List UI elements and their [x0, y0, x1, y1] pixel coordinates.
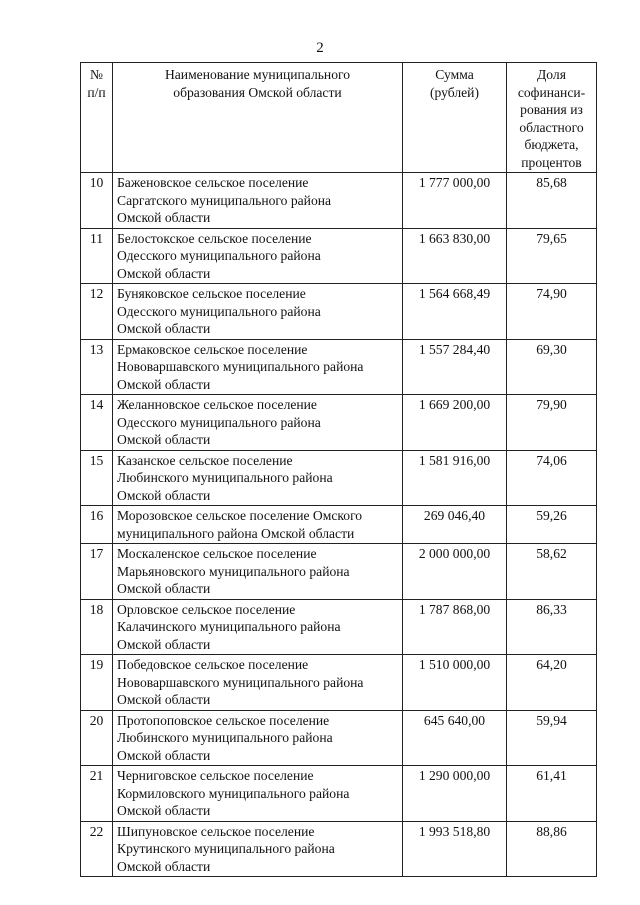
table-row	[81, 599, 597, 655]
page-number: 2	[316, 40, 324, 56]
municipality-name	[113, 655, 403, 711]
municipality-name-line: Одесского муниципального района	[117, 303, 321, 319]
municipality-name-line: Саргатского муниципального района	[117, 192, 332, 208]
municipality-name	[113, 821, 403, 877]
header-sum-line: (рублей)	[430, 84, 479, 100]
table-body	[81, 173, 597, 877]
row-number: 21	[81, 766, 113, 822]
row-number: 22	[81, 821, 113, 877]
municipality-name-line: Омской области	[117, 376, 211, 392]
municipality-name-line: Орловское сельское поселение	[117, 601, 296, 617]
municipality-name-line: Победовское сельское поселение	[117, 657, 309, 672]
table-row	[81, 395, 597, 451]
cofinancing-share: 86,33	[507, 599, 597, 655]
cofinancing-share: 74,90	[507, 284, 597, 340]
municipality-name-line: Марьяновского муниципального района	[117, 563, 350, 579]
municipality-name-line: Омской области	[117, 321, 211, 336]
cofinancing-share: 74,06	[507, 450, 597, 506]
amount-rubles: 1 581 916,00	[403, 450, 507, 506]
table-header-row	[81, 63, 597, 173]
row-number: 12	[81, 284, 113, 340]
amount-rubles: 645 640,00	[403, 710, 507, 766]
cofinancing-share: 69,30	[507, 339, 597, 395]
row-number: 10	[81, 173, 113, 229]
municipality-name-line: Одесского муниципального района	[117, 248, 321, 263]
amount-rubles: 1 669 200,00	[403, 395, 507, 451]
row-number: 20	[81, 710, 113, 766]
row-number: 13	[81, 339, 113, 395]
amount-rubles: 1 290 000,00	[403, 766, 507, 822]
municipality-name-line: Омской области	[117, 747, 211, 763]
municipality-name-line: Любинского муниципального района	[117, 730, 333, 745]
cofinancing-share: 85,68	[507, 173, 597, 229]
municipality-name-line: Омской области	[117, 581, 211, 596]
municipality-name	[113, 228, 403, 284]
cofinancing-share: 88,86	[507, 821, 597, 877]
table-row	[81, 655, 597, 711]
header-share-line: софинанси-	[517, 84, 586, 100]
row-number: 15	[81, 450, 113, 506]
municipality-name-line: Буняковское сельское поселение	[117, 286, 306, 301]
municipality-name-line: Омской области	[117, 265, 211, 281]
municipality-name-line: Омской области	[117, 803, 211, 818]
table-row	[81, 173, 597, 229]
municipality-name-line: Москаленское сельское поселение	[117, 546, 317, 561]
table-row	[81, 544, 597, 600]
municipality-name-line: Омской области	[117, 636, 211, 652]
row-number: 11	[81, 228, 113, 284]
municipality-name-line: Любинского муниципального района	[117, 470, 333, 485]
amount-rubles: 1 993 518,80	[403, 821, 507, 877]
header-share-line: областного	[519, 119, 584, 135]
cofinancing-share: 79,90	[507, 395, 597, 451]
municipality-name-line: Одесского муниципального района	[117, 414, 321, 430]
header-share-line: Доля	[537, 67, 566, 82]
cofinancing-share: 59,94	[507, 710, 597, 766]
amount-rubles: 1 557 284,40	[403, 339, 507, 395]
header-share-line: рования из	[520, 102, 583, 117]
municipality-name-line: Омской области	[117, 858, 211, 874]
municipality-name	[113, 766, 403, 822]
table-row	[81, 766, 597, 822]
municipality-name-line: Черниговское сельское поселение	[117, 768, 314, 783]
municipality-name	[113, 544, 403, 600]
cofinancing-share: 64,20	[507, 655, 597, 711]
municipality-name	[113, 339, 403, 395]
amount-rubles: 269 046,40	[403, 506, 507, 544]
municipality-name	[113, 450, 403, 506]
header-sum	[403, 63, 507, 173]
municipality-name-line: Белостокское сельское поселение	[117, 230, 312, 246]
row-number: 16	[81, 506, 113, 544]
amount-rubles: 1 564 668,49	[403, 284, 507, 340]
amount-rubles: 1 663 830,00	[403, 228, 507, 284]
row-number: 17	[81, 544, 113, 600]
municipality-name	[113, 710, 403, 766]
header-share-line: бюджета,	[524, 137, 579, 152]
municipality-name-line: Шипуновское сельское поселение	[117, 823, 315, 839]
municipality-name-line: Крутинского муниципального района	[117, 841, 335, 856]
municipality-name	[113, 506, 403, 544]
header-share-line: процентов	[521, 154, 582, 170]
header-sum-line: Сумма	[435, 67, 474, 82]
header-num-line: п/п	[87, 84, 106, 100]
header-num	[81, 63, 113, 173]
table-row	[81, 450, 597, 506]
municipality-name-line: Ермаковское сельское поселение	[117, 341, 308, 357]
municipality-name	[113, 395, 403, 451]
municipality-name-line: Протопоповское сельское поселение	[117, 712, 330, 728]
amount-rubles: 1 510 000,00	[403, 655, 507, 711]
cofinancing-share: 61,41	[507, 766, 597, 822]
municipality-name-line: Нововаршавского муниципального района	[117, 674, 364, 690]
municipality-name	[113, 284, 403, 340]
municipality-name-line: Казанское сельское поселение	[117, 452, 293, 468]
table-row	[81, 228, 597, 284]
municipality-name	[113, 173, 403, 229]
municipality-name-line: Омской области	[117, 432, 211, 447]
row-number: 18	[81, 599, 113, 655]
header-name-line: образования Омской области	[173, 84, 342, 100]
header-share	[507, 63, 597, 173]
table-row	[81, 506, 597, 544]
municipality-name-line: Желанновское сельское поселение	[117, 397, 317, 412]
cofinancing-share: 59,26	[507, 506, 597, 544]
amount-rubles: 1 777 000,00	[403, 173, 507, 229]
row-number: 19	[81, 655, 113, 711]
municipality-name-line: Омской области	[117, 692, 211, 707]
municipality-name-line: Омской области	[117, 487, 211, 503]
header-name-line: Наименование муниципального	[164, 67, 351, 82]
municipality-name-line: Калачинского муниципального района	[117, 619, 341, 634]
row-number: 14	[81, 395, 113, 451]
table-row	[81, 821, 597, 877]
municipality-name-line: Баженовское сельское поселение	[117, 175, 309, 190]
municipality-name-line: Нововаршавского муниципального района	[117, 359, 364, 374]
table-row	[81, 284, 597, 340]
municipality-name-line: Морозовское сельское поселение Омского	[117, 508, 363, 523]
cofinancing-share: 58,62	[507, 544, 597, 600]
header-num-line: №	[90, 67, 103, 82]
amount-rubles: 2 000 000,00	[403, 544, 507, 600]
settlements-table	[80, 62, 597, 877]
municipality-name	[113, 599, 403, 655]
municipality-name-line: Омской области	[117, 210, 211, 225]
table-row	[81, 710, 597, 766]
header-name	[113, 63, 403, 173]
cofinancing-share: 79,65	[507, 228, 597, 284]
municipality-name-line: муниципального района Омской области	[117, 525, 355, 541]
amount-rubles: 1 787 868,00	[403, 599, 507, 655]
table-row	[81, 339, 597, 395]
municipality-name-line: Кормиловского муниципального района	[117, 785, 350, 801]
